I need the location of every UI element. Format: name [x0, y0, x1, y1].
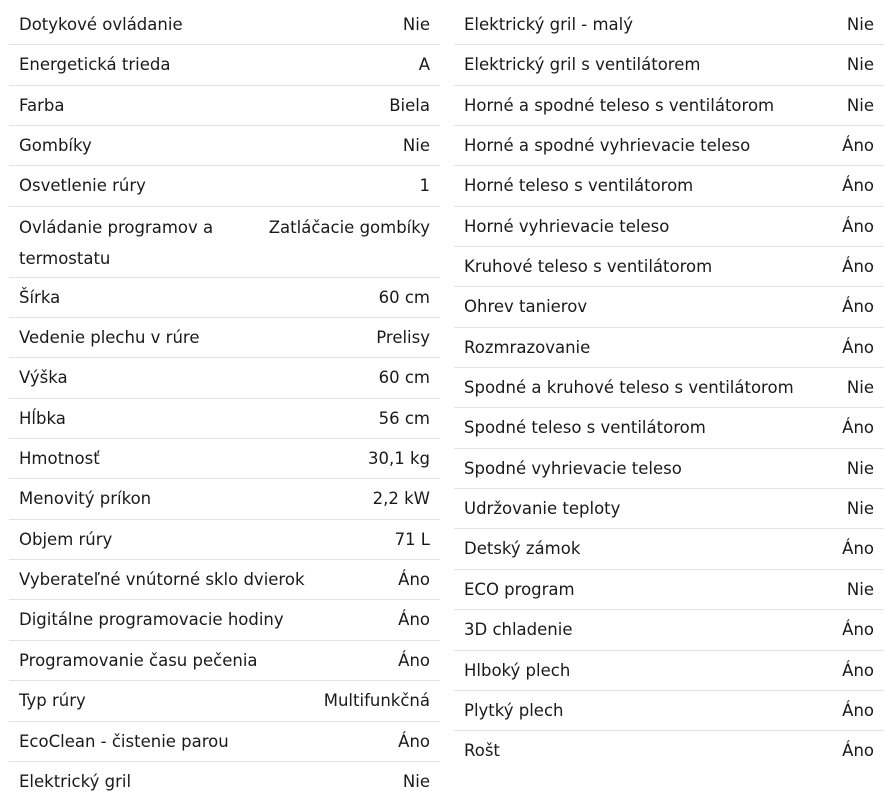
spec-value: Zatláčacie gombíky	[268, 217, 430, 237]
spec-value: Áno	[842, 297, 874, 317]
spec-label: Energetická trieda	[19, 55, 171, 75]
spec-label: Hmotnosť	[19, 449, 100, 469]
spec-column-right	[454, 5, 884, 772]
spec-row	[454, 449, 884, 489]
spec-value: Nie	[846, 499, 874, 519]
spec-label: Rošt	[464, 741, 500, 761]
spec-row	[454, 408, 884, 448]
spec-row	[9, 722, 440, 762]
spec-row	[9, 600, 440, 640]
spec-value: 60 cm	[378, 368, 430, 388]
spec-value: Áno	[842, 257, 874, 277]
spec-label: Digitálne programovacie hodiny	[19, 610, 284, 630]
spec-value: Áno	[398, 570, 430, 590]
spec-value: Nie	[846, 55, 874, 75]
spec-row	[9, 207, 440, 278]
spec-label: Vyberateľné vnútorné sklo dvierok	[19, 570, 305, 590]
spec-row	[9, 520, 440, 560]
spec-row	[454, 691, 884, 731]
spec-value: Nie	[846, 15, 874, 34]
spec-value: Nie	[846, 378, 874, 398]
spec-value: 30,1 kg	[367, 449, 430, 469]
spec-label: Horné teleso s ventilátorom	[464, 176, 694, 196]
spec-row	[9, 681, 440, 721]
spec-label: Horné vyhrievacie teleso	[464, 216, 670, 236]
spec-value: Nie	[402, 15, 430, 34]
spec-label: Horné a spodné teleso s ventilátorom	[464, 95, 775, 115]
spec-value: Áno	[842, 176, 874, 196]
spec-row	[454, 651, 884, 691]
spec-row	[454, 86, 884, 126]
spec-value: Nie	[846, 579, 874, 599]
spec-value: Prelisy	[376, 328, 430, 348]
spec-value: 2,2 kW	[372, 489, 430, 509]
spec-label: Spodné vyhrievacie teleso	[464, 458, 682, 478]
spec-label: Ovládanie programov a termostatu	[19, 217, 214, 268]
spec-row	[454, 368, 884, 408]
spec-row	[9, 439, 440, 479]
spec-label: Ohrev tanierov	[464, 297, 588, 317]
spec-row	[454, 207, 884, 247]
spec-value: Nie	[846, 458, 874, 478]
spec-value: 60 cm	[378, 287, 430, 307]
spec-value: Áno	[842, 216, 874, 236]
spec-value: Biela	[389, 95, 430, 115]
spec-row	[9, 318, 440, 358]
spec-row	[9, 358, 440, 398]
spec-column-left	[9, 5, 440, 802]
spec-value: Áno	[842, 660, 874, 680]
spec-row	[454, 570, 884, 610]
spec-label: Spodné a kruhové teleso s ventilátorom	[464, 378, 794, 398]
spec-value: Áno	[842, 539, 874, 559]
spec-row	[454, 5, 884, 45]
spec-row	[454, 731, 884, 771]
spec-value: 1	[419, 176, 430, 196]
spec-row	[454, 166, 884, 206]
spec-label: Gombíky	[19, 136, 92, 156]
spec-label: Programovanie času pečenia	[19, 650, 258, 670]
spec-value: Nie	[846, 95, 874, 115]
spec-label: Osvetlenie rúry	[19, 176, 146, 196]
spec-value: 71 L	[394, 529, 430, 549]
spec-label: Detský zámok	[464, 539, 581, 559]
spec-label: Hlboký plech	[464, 660, 571, 680]
spec-label: Šírka	[19, 287, 61, 307]
spec-value: Áno	[398, 610, 430, 630]
spec-row	[454, 529, 884, 569]
spec-label: ECO program	[464, 579, 575, 599]
spec-row	[9, 560, 440, 600]
spec-value: Áno	[842, 418, 874, 438]
spec-row	[454, 489, 884, 529]
spec-value: Áno	[398, 650, 430, 670]
spec-label: 3D chladenie	[464, 620, 573, 640]
spec-label: Typ rúry	[19, 691, 86, 711]
spec-label: Spodné teleso s ventilátorom	[464, 418, 706, 438]
spec-label: Dotykové ovládanie	[19, 15, 183, 34]
spec-value: 56 cm	[378, 408, 430, 428]
spec-label: Menovitý príkon	[19, 489, 152, 509]
spec-row	[9, 399, 440, 439]
spec-row	[9, 641, 440, 681]
spec-value: Áno	[842, 620, 874, 640]
spec-value: Áno	[398, 731, 430, 751]
spec-row	[454, 328, 884, 368]
spec-label: Udržovanie teploty	[464, 499, 621, 519]
spec-value: Áno	[842, 337, 874, 357]
spec-label: EcoClean - čistenie parou	[19, 731, 229, 751]
spec-label: Plytký plech	[464, 700, 564, 720]
spec-label: Objem rúry	[19, 529, 113, 549]
spec-row	[9, 5, 440, 45]
spec-label: Vedenie plechu v rúre	[19, 328, 200, 348]
spec-label: Výška	[19, 368, 68, 388]
spec-value: Áno	[842, 136, 874, 156]
spec-row	[9, 479, 440, 519]
spec-label: Elektrický gril	[19, 771, 132, 791]
spec-label: Rozmrazovanie	[464, 337, 591, 357]
spec-row	[9, 166, 440, 206]
spec-value: Multifunkčná	[323, 691, 430, 711]
spec-value: Áno	[842, 700, 874, 720]
spec-row	[454, 45, 884, 85]
spec-row	[9, 86, 440, 126]
spec-row	[9, 126, 440, 166]
spec-value: Áno	[842, 741, 874, 761]
spec-value: Nie	[402, 771, 430, 791]
spec-value: A	[418, 55, 430, 75]
spec-row	[454, 247, 884, 287]
spec-row	[9, 45, 440, 85]
spec-row	[454, 287, 884, 327]
spec-label: Hĺbka	[19, 408, 66, 428]
spec-label: Horné a spodné vyhrievacie teleso	[464, 136, 751, 156]
spec-row	[454, 610, 884, 650]
spec-row	[9, 762, 440, 802]
spec-label: Kruhové teleso s ventilátorom	[464, 257, 713, 277]
spec-label: Elektrický gril s ventilátorem	[464, 55, 701, 75]
spec-row	[454, 126, 884, 166]
spec-row	[9, 278, 440, 318]
spec-label: Elektrický gril - malý	[464, 15, 634, 34]
spec-value: Nie	[402, 136, 430, 156]
spec-label: Farba	[19, 95, 65, 115]
